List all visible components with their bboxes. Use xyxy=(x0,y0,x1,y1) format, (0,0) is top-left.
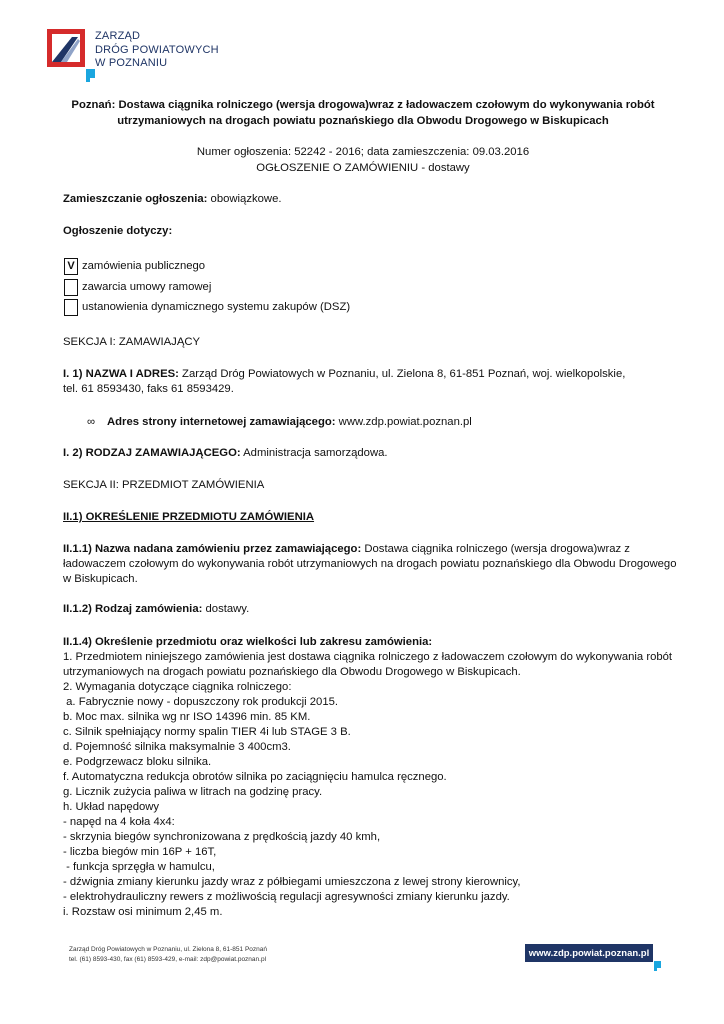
contract-kind xyxy=(63,602,683,617)
website-link[interactable]: www.zdp.powiat.poznan.pl xyxy=(335,416,472,428)
logo-line-3: W POZNANIU xyxy=(95,57,168,69)
option-label: zawarcia umowy ramowej xyxy=(82,281,212,293)
contract-name-value-2: ładowaczem czołowym do wykonywania robót utrzymaniowych na drogach powiatu poznańskiego dla Obwodu Drogowego xyxy=(63,558,677,570)
section-2-1-heading: II.1) OKREŚLENIE PRZEDMIOTU ZAMÓWIENIA xyxy=(63,511,315,523)
footer-pin-icon xyxy=(654,961,662,971)
option-public-procurement xyxy=(64,257,205,275)
scope-line: 2. Wymagania dotyczące ciągnika rolniczego: xyxy=(63,681,292,693)
footer-website-badge[interactable]: www.zdp.powiat.poznan.pl xyxy=(525,944,653,962)
name-address-label: I. 1) NAZWA I ADRES: xyxy=(63,368,179,380)
checkbox-unchecked xyxy=(64,279,78,296)
announcement-meta xyxy=(63,145,663,176)
contract-name xyxy=(63,542,683,587)
footer-address-line-2: tel. (61) 8593-430, fax (61) 8593-429, e-mail: zdp@powiat.poznan.pl xyxy=(69,956,267,963)
contracting-authority-address xyxy=(63,367,683,397)
website-label: Adres strony internetowej zamawiającego: xyxy=(107,416,336,428)
scope-line: utrzymaniowych na drogach powiatu poznańskiego dla Obwodu Drogowego w Biskupicach. xyxy=(63,666,521,678)
name-address-value-2: tel. 61 8593430, faks 61 8593429. xyxy=(63,383,234,395)
scope-section xyxy=(63,635,683,920)
scope-line: - liczba biegów min 16P + 16T, xyxy=(63,846,217,858)
option-label: zamówienia publicznego xyxy=(82,260,206,272)
scope-line: a. Fabrycznie nowy - dopuszczony rok produkcji 2015. xyxy=(63,696,339,708)
authority-type-label: I. 2) RODZAJ ZAMAWIAJĄCEGO: xyxy=(63,447,241,459)
logo-line-2: DRÓG POWIATOWYCH xyxy=(95,43,219,56)
scope-label: II.1.4) Określenie przedmiotu oraz wielkości lub zakresu zamówienia: xyxy=(63,636,433,648)
option-label: ustanowienia dynamicznego systemu zakupów (DSZ) xyxy=(82,301,351,313)
scope-line: h. Układ napędowy xyxy=(63,801,160,813)
footer-address xyxy=(69,945,267,965)
scope-line: 1. Przedmiotem niniejszego zamówienia jest dostawa ciągnika rolniczego z ładowaczem czołowym do wykonywania robót xyxy=(63,651,673,663)
scope-line: - skrzynia biegów synchronizowana z prędkością jazdy 40 kmh, xyxy=(63,831,381,843)
logo-wordmark xyxy=(95,30,219,71)
website-bullet xyxy=(87,415,472,430)
logo-line-1: ZARZĄD xyxy=(95,30,141,42)
contract-name-value-3: w Biskupicach. xyxy=(63,573,138,585)
infinity-bullet-icon: ∞ xyxy=(87,416,96,428)
scope-line: e. Podgrzewacz bloku silnika. xyxy=(63,756,212,768)
option-dynamic-purchasing xyxy=(64,298,350,316)
zdp-logo-icon xyxy=(47,29,85,67)
contract-kind-label: II.1.2) Rodzaj zamówienia: xyxy=(63,603,203,615)
scope-line: - dźwignia zmiany kierunku jazdy wraz z półbiegami umieszczona z lewej strony kierownicy, xyxy=(63,876,521,888)
scope-line: g. Licznik zużycia paliwa w litrach na godzinę pracy. xyxy=(63,786,323,798)
announcement-type: OGŁOSZENIE O ZAMÓWIENIU - dostawy xyxy=(256,161,470,174)
section-2-heading: SEKCJA II: PRZEDMIOT ZAMÓWIENIA xyxy=(63,479,265,491)
footer-address-line-1: Zarząd Dróg Powiatowych w Poznaniu, ul. Zielona 8, 61-851 Poznań xyxy=(69,946,267,953)
checkbox-unchecked xyxy=(64,299,78,316)
publication-value: obowiązkowe. xyxy=(207,193,282,205)
document-title xyxy=(63,98,663,129)
scope-line: d. Pojemność silnika maksymalnie 3 400cm3. xyxy=(63,741,291,753)
announcement-number: Numer ogłoszenia: 52242 - 2016; data zamieszczenia: 09.03.2016 xyxy=(196,146,530,158)
name-address-value-1: Zarząd Dróg Powiatowych w Poznaniu, ul. Zielona 8, 61-851 Poznań, woj. wielkopolskie, xyxy=(178,368,626,380)
organization-logo xyxy=(47,29,237,81)
authority-type-value: Administracja samorządowa. xyxy=(240,447,388,459)
scope-line: - funkcja sprzęgła w hamulcu, xyxy=(63,861,215,873)
scope-line: b. Moc max. silnika wg nr ISO 14396 min. 85 KM. xyxy=(63,711,311,723)
contract-kind-value: dostawy. xyxy=(202,603,250,615)
scope-line: c. Silnik spełniający normy spalin TIER 4i lub STAGE 3 B. xyxy=(63,726,351,738)
publication-label: Zamieszczanie ogłoszenia: xyxy=(63,193,208,205)
publication-line xyxy=(63,192,683,207)
contract-name-label: II.1.1) Nazwa nadana zamówieniu przez zamawiającego: xyxy=(63,543,362,555)
scope-line: - napęd na 4 koła 4x4: xyxy=(63,816,175,828)
concerns-label: Ogłoszenie dotyczy: xyxy=(63,225,173,237)
scope-line: f. Automatyczna redukcja obrotów silnika po zaciągnięciu hamulca ręcznego. xyxy=(63,771,447,783)
section-1-heading: SEKCJA I: ZAMAWIAJĄCY xyxy=(63,336,201,348)
scope-line: - elektrohydrauliczny rewers z możliwością regulacji agresywności zmiany kierunku jazdy. xyxy=(63,891,510,903)
location-pin-icon xyxy=(86,69,96,82)
title-line-1: Poznań: Dostawa ciągnika rolniczego (wersja drogowa)wraz z ładowaczem czołowym do wykonywania robót xyxy=(71,99,655,111)
authority-type xyxy=(63,446,683,461)
option-framework-agreement xyxy=(64,278,211,296)
scope-line: i. Rozstaw osi minimum 2,45 m. xyxy=(63,906,223,918)
title-line-2: utrzymaniowych na drogach powiatu poznańskiego dla Obwodu Drogowego w Biskupicach xyxy=(117,114,609,127)
contract-name-value-1: Dostawa ciągnika rolniczego (wersja drogowa)wraz z xyxy=(361,543,630,555)
checkbox-checked: V xyxy=(64,258,78,275)
